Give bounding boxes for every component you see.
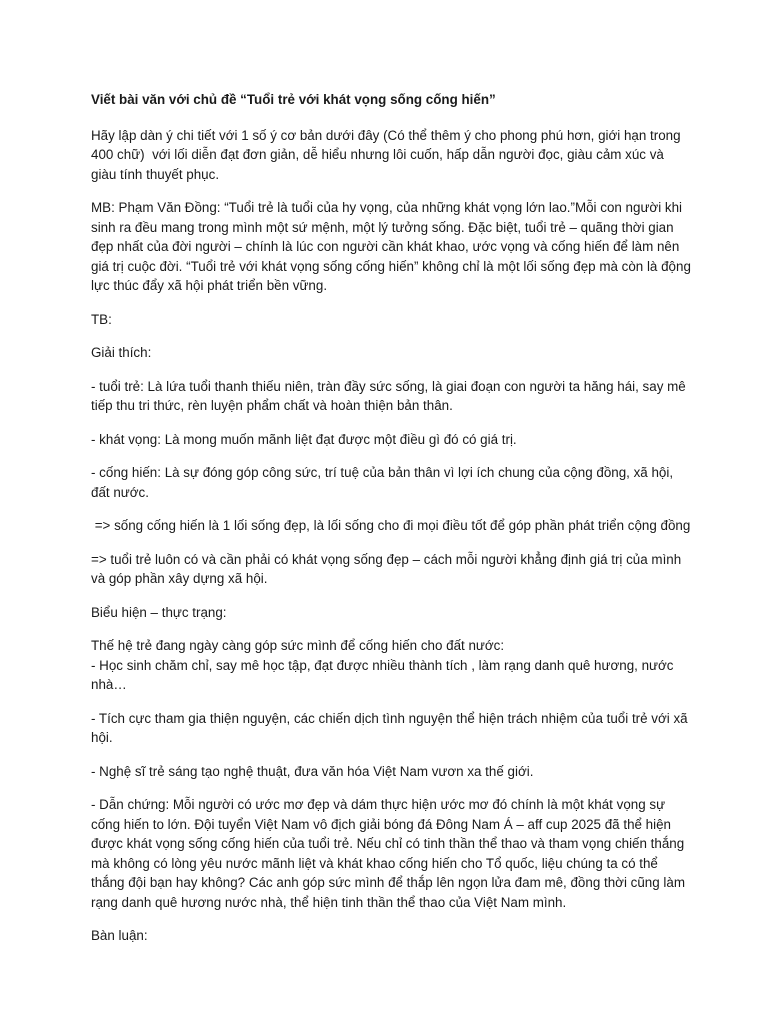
manifestation-intro: Thế hệ trẻ đang ngày càng góp sức mình để cống hiến cho đất nước:: [91, 638, 505, 653]
conclusion-point-2: => tuổi trẻ luôn có và cần phải có khát vọng sống đẹp – cách mỗi người khẳng định giá trị của mình và góp phần xây dựng xã hội.: [91, 551, 685, 586]
conclusion-point-1: => sống cống hiến là 1 lối sống đẹp, là lối sống cho đi mọi điều tốt để góp phần phát triển cộng đồng: [91, 518, 691, 533]
document-title: Viết bài văn với chủ đề “Tuổi trẻ với khát vọng sống cống hiến”: [91, 92, 496, 107]
explanation-heading: Giải thích:: [91, 345, 152, 360]
intro-paragraph: MB: Phạm Văn Đồng: “Tuổi trẻ là tuổi của hy vọng, của những khát vọng lớn lao.”Mỗi con người khi sinh ra đều mang trong mình một sứ mệnh, một lý tưởng sống. Đặc biệt, tuổi trẻ – quãng thời gian đẹp nhất của đời người – chính là lúc con người cần khát khao, ước vọng và cống hiến để làm nên giá trị cuộc đời. “Tuổi trẻ với khát vọng sống cống hiến” không chỉ là một lối sống đẹp mà còn là động lực thúc đẩy xã hội phát triển bền vững.: [91, 200, 695, 293]
evidence-paragraph: - Dẫn chứng: Mỗi người có ước mơ đẹp và dám thực hiện ước mơ đó chính là một khát vọng sự cống hiến to lớn. Đội tuyển Việt Nam vô địch giải bóng đá Đông Nam Á – aff cup 2025 đã thể hiện được khát vọng sống cống hiến của tuổi trẻ. Nếu chỉ có tinh thần thể thao và tham vọng chiến thắng mà không có lòng yêu nước mãnh liệt và khát khao cống hiến cho Tổ quốc, liệu chúng ta có thể thắng đội bạn hay không? Các anh góp sức mình để thắp lên ngọn lửa đam mê, đồng thời cũng làm rạng danh quê hương nước nhà, thể hiện tinh thần thể thao của Việt Nam mình.: [91, 797, 689, 910]
definition-aspiration: - khát vọng: Là mong muốn mãnh liệt đạt được một điều gì đó có giá trị.: [91, 431, 517, 447]
manifestation-volunteering: - Tích cực tham gia thiện nguyện, các chiến dịch tình nguyện thể hiện trách nhiệm của tuổi trẻ với xã hội.: [91, 710, 692, 745]
manifestation-heading: Biểu hiện – thực trạng:: [91, 604, 227, 620]
instruction-paragraph: Hãy lập dàn ý chi tiết với 1 số ý cơ bản dưới đây (Có thể thêm ý cho phong phú hơn, giới hạn trong 400 chữ) với lối diễn đạt đơn giản, dễ hiểu nhưng lôi cuốn, hấp dẫn người đọc, giàu cảm xúc và giàu tính thuyết phục.: [91, 127, 685, 182]
manifestation-artists: - Nghệ sĩ trẻ sáng tạo nghệ thuật, đưa văn hóa Việt Nam vươn xa thế giới.: [91, 763, 534, 779]
manifestation-students: - Học sinh chăm chỉ, say mê học tập, đạt được nhiều thành tích , làm rạng danh quê hương, nước nhà…: [91, 657, 678, 692]
document-page: [91, 90, 695, 960]
discussion-heading: Bàn luận:: [91, 928, 148, 943]
definition-youth: - tuổi trẻ: Là lứa tuổi thanh thiếu niên, tràn đầy sức sống, là giai đoạn con người ta hăng hái, say mê tiếp thu tri thức, rèn luyện phẩm chất và hoàn thiện bản thân.: [91, 378, 690, 413]
body-heading: TB:: [91, 311, 112, 327]
definition-dedication: - cống hiến: Là sự đóng góp công sức, trí tuệ của bản thân vì lợi ích chung của cộng đồng, xã hội, đất nước.: [91, 465, 677, 500]
